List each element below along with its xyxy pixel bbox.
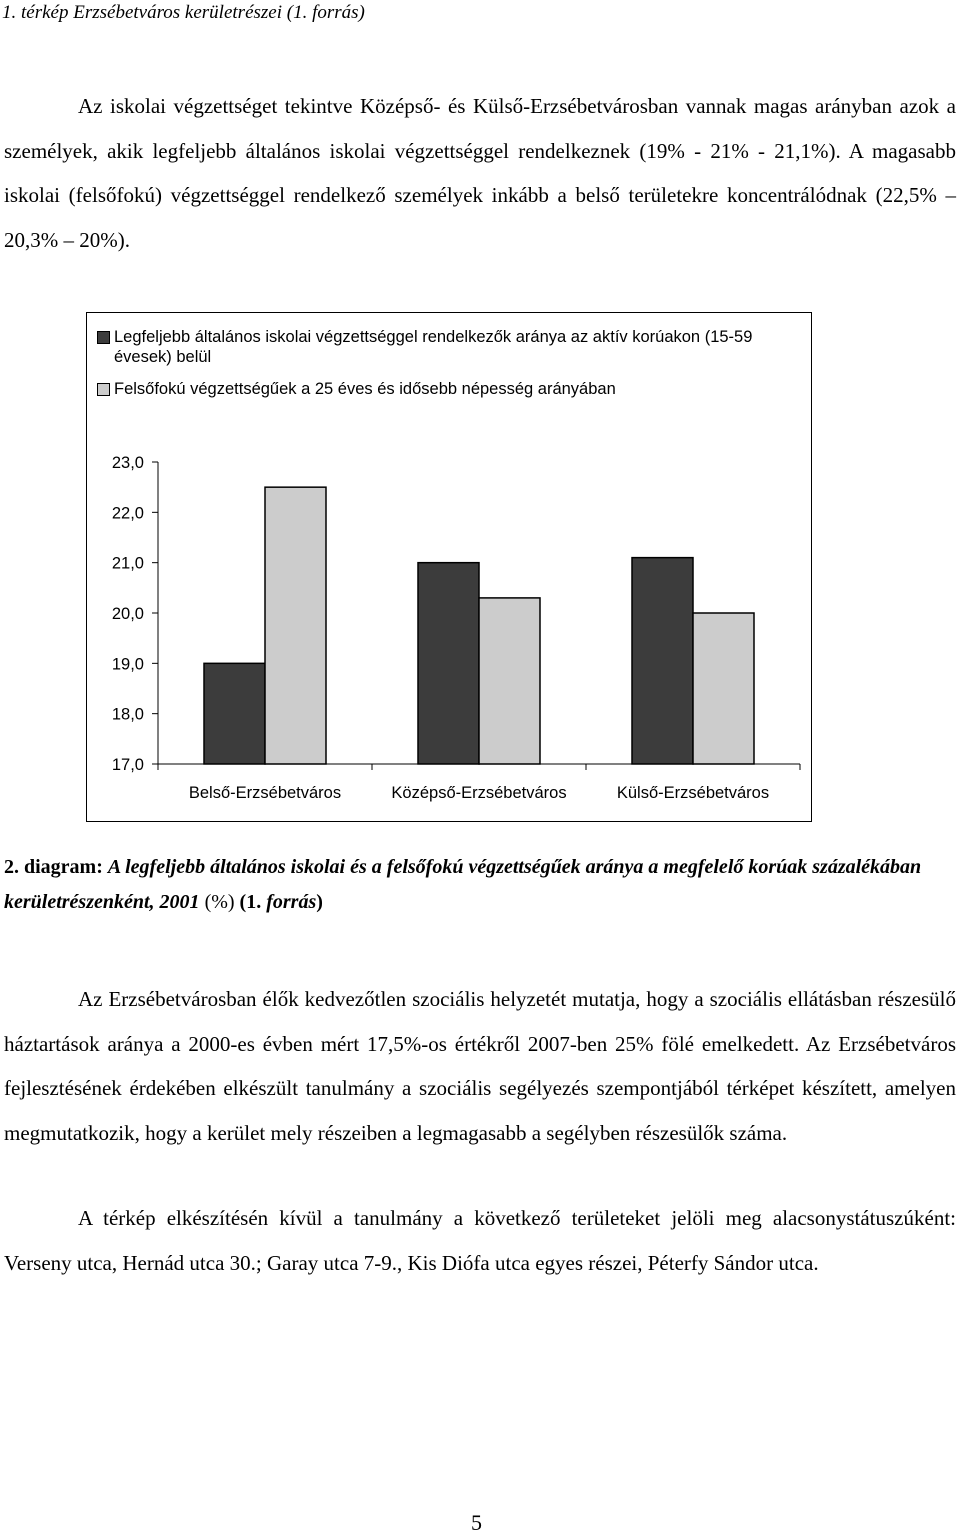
y-tick-label: 20,0 (111, 605, 144, 623)
bar-chart (86, 312, 812, 822)
y-tick-label: 23,0 (111, 454, 144, 472)
caption-source (240, 891, 323, 913)
chart-plot (87, 313, 811, 821)
paragraph-low-status: A térkép elkészítésén kívül a tanulmány a következő területeket jelöli meg alacsonystátuszúként: Verseny utca, Hernád utca 30.; Garay utca 7-9., Kis Diófa utca egyes részei, Péterfy Sándor utca. (4, 1206, 956, 1275)
caption-source-open: (1. (239, 891, 267, 913)
caption-source-close: ) (316, 891, 323, 913)
caption-unit: (%) (204, 891, 235, 913)
page-number: 5 (471, 1510, 482, 1535)
bar-higher-education (479, 598, 540, 764)
paragraph-social: Az Erzsébetvárosban élők kedvezőtlen szociális helyzetét mutatja, hogy a szociális ellátásban részesülő háztartások aránya a 2000-es évben mért 17,5%-os értékről 2007-ben 25% fölé emelkedett. Az Erzsébetváros fejlesztésének érdekében elkészült tanulmány a szociális segélyezés szempontjából térképet készített, amelyen megmutatkozik, hogy a kerület mely részeiben a legmagasabb a segélyben részesülők száma. (4, 987, 956, 1145)
x-category-label: Belső-Erzsébetváros (188, 784, 342, 802)
legend-label-light: Felsőfokú végzettségűek a 25 éves és idősebb népesség arányában (114, 380, 616, 398)
caption-source-word: forrás (266, 891, 317, 913)
bar-basic-education (204, 663, 265, 764)
chart-caption (4, 850, 956, 920)
caption-label: 2. diagram: (4, 856, 103, 878)
map-caption: 1. térkép Erzsébetváros kerületrészei (1. forrás) (2, 2, 365, 23)
x-category-label: Középső-Erzsébetváros (391, 784, 567, 802)
x-category-label: Külső-Erzsébetváros (616, 784, 770, 802)
y-tick-label: 19,0 (111, 655, 144, 674)
y-tick-label: 17,0 (111, 756, 144, 774)
y-tick-label: 21,0 (111, 554, 144, 573)
legend-label-dark: Legfeljebb általános iskolai végzettséggel rendelkezők aránya az aktív korúakon (15-59 évesek) belül (114, 328, 753, 366)
bar-basic-education (632, 558, 693, 764)
y-tick-label: 22,0 (111, 504, 144, 523)
y-tick-label: 18,0 (111, 705, 144, 724)
bar-higher-education (265, 487, 326, 764)
bar-basic-education (418, 563, 479, 764)
paragraph-education: Az iskolai végzettséget tekintve Középső- és Külső-Erzsébetvárosban vannak magas arányban azok a személyek, akik legfeljebb általános iskolai végzettséggel rendelkeznek (19% - 21% - 21,1%). A magasabb iskolai (felsőfokú) végzettséggel rendelkező személyek inkább a belső területekre koncentrálódnak (22,5% – 20,3% – 20%). (4, 94, 956, 252)
bar-higher-education (693, 613, 754, 764)
caption-title: A legfeljebb általános iskolai és a felsőfokú végzettségűek aránya a megfelelő korúak százalékában kerületrészenként, 2001 (4, 856, 922, 913)
